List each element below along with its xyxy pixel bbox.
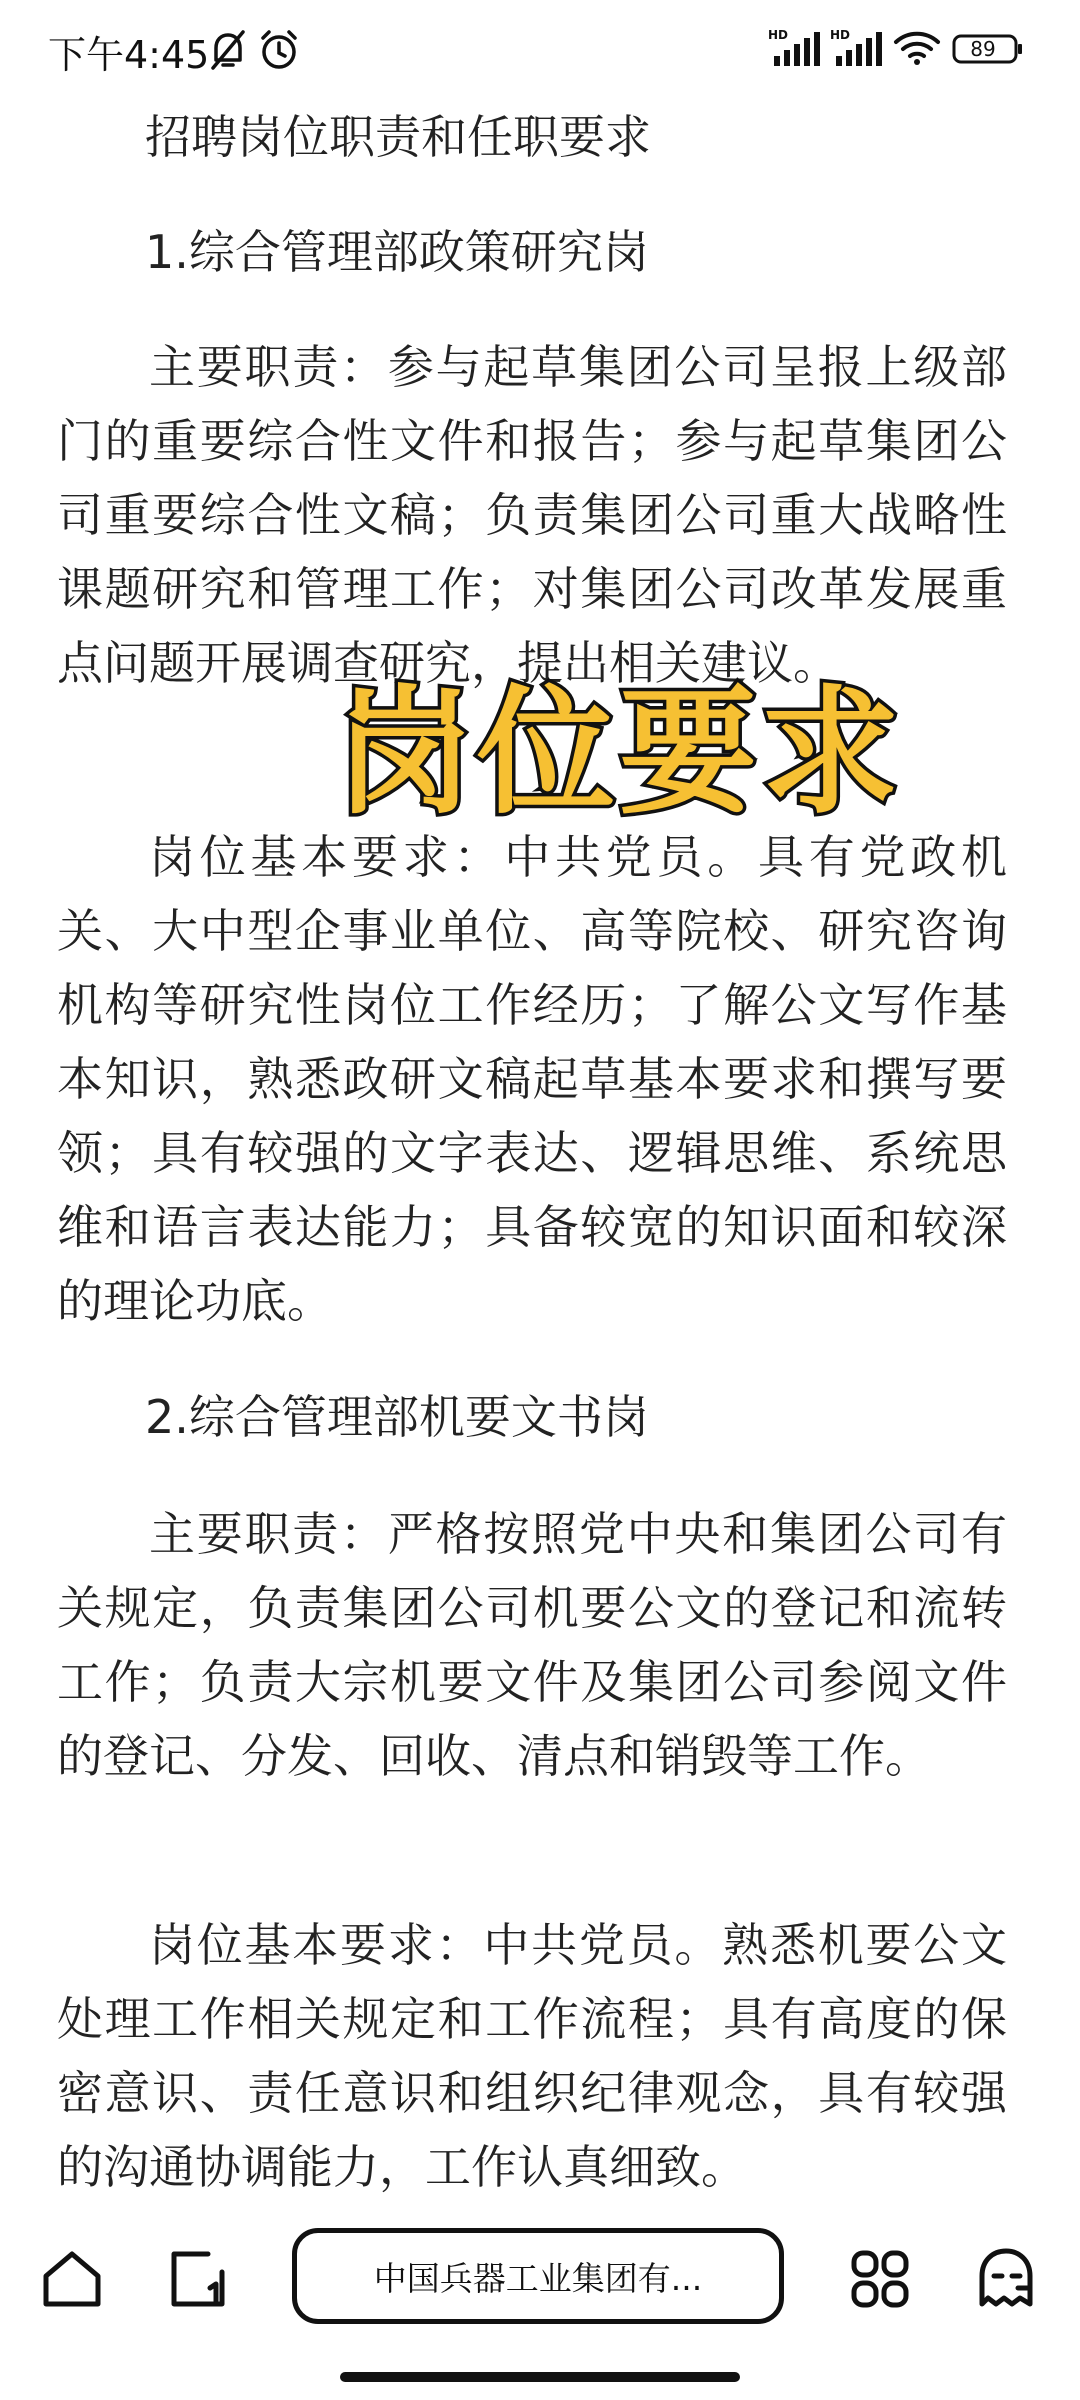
apps-grid-icon[interactable]	[848, 2248, 912, 2314]
hd-signal-icon	[830, 28, 886, 72]
home-indicator[interactable]	[340, 2372, 740, 2382]
wifi-icon	[893, 30, 941, 70]
status-time: 下午4:45	[48, 33, 210, 77]
svg-text:HD: HD	[830, 28, 851, 42]
status-bar	[0, 0, 1080, 100]
tabs-icon[interactable]	[166, 2248, 230, 2314]
section1-requirements: 岗位基本要求：中共党员。具有党政机关、大中型企事业单位、高等院校、研究咨询机构等研究性岗位工作经历；了解公文写作基本知识，熟悉政研文稿起草基本要求和撰写要领；具有较强的文字表达、逻辑思维、系统思维和语言表达能力；具备较宽的知识面和较深的理论功底。	[57, 830, 1007, 1328]
battery-level: 89	[970, 37, 996, 61]
article-main-heading: 招聘岗位职责和任职要求	[145, 110, 651, 164]
alarm-icon	[258, 28, 300, 76]
ghost-icon[interactable]	[974, 2246, 1038, 2314]
section2-requirements: 岗位基本要求：中共党员。熟悉机要公文处理工作相关规定和工作流程；具有高度的保密意识、责任意识和组织纪律观念，具有较强的沟通协调能力，工作认真细致。	[57, 1918, 1007, 2194]
overlay-caption: 岗位要求	[335, 672, 904, 833]
home-icon[interactable]	[40, 2248, 104, 2314]
section1-heading: 1.综合管理部政策研究岗	[145, 225, 649, 279]
address-bar[interactable]: 中国兵器工业集团有...	[292, 2228, 784, 2324]
svg-text:HD: HD	[768, 28, 789, 42]
section1-duties: 主要职责：参与起草集团公司呈报上级部门的重要综合性文件和报告；参与起草集团公司重要综合性文稿；负责集团公司重大战略性课题研究和管理工作；对集团公司改革发展重点问题开展调查研究，提出相关建议。	[57, 340, 1007, 690]
bottom-nav-bar	[0, 2220, 1080, 2340]
hd-signal-icon	[768, 28, 824, 72]
section2-duties: 主要职责：严格按照党中央和集团公司有关规定，负责集团公司机要公文的登记和流转工作；负责大宗机要文件及集团公司参阅文件的登记、分发、回收、清点和销毁等工作。	[57, 1507, 1007, 1783]
mute-bell-icon	[208, 28, 248, 76]
section2-heading: 2.综合管理部机要文书岗	[145, 1390, 649, 1444]
